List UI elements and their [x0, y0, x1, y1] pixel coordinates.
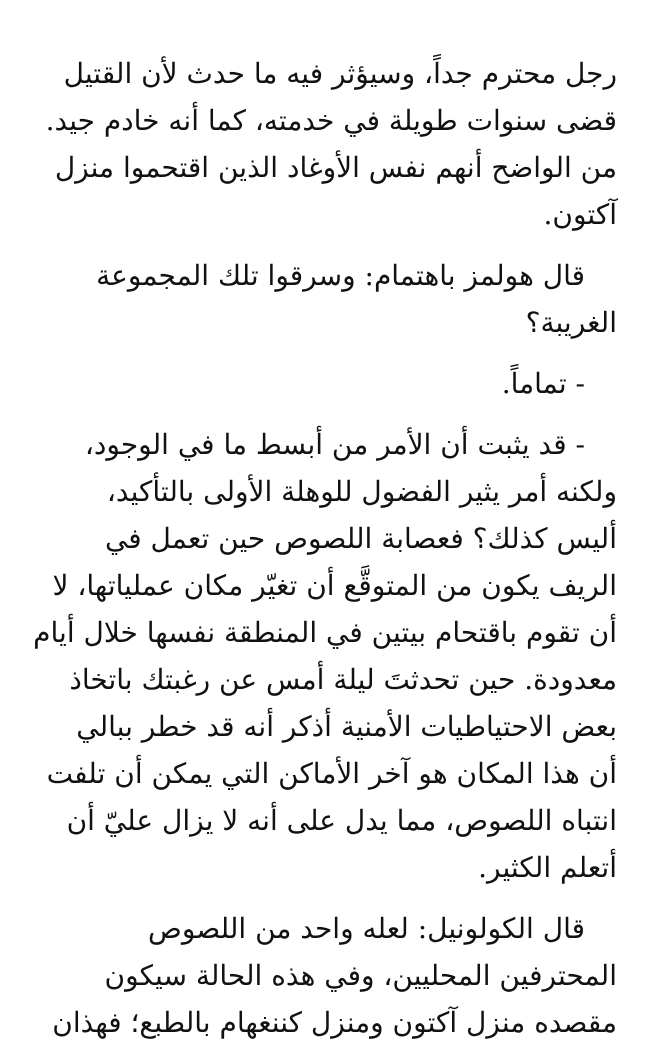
paragraph — [45, 50, 617, 238]
text-line: من الواضح أنهم نفس الأوغاد الذين اقتحموا منزل — [54, 151, 617, 184]
text-line: آكتون. — [543, 198, 617, 231]
text-line: أتعلم الكثير. — [478, 851, 617, 884]
text-line: قال هولمز باهتمام: وسرقوا تلك المجموعة — [96, 259, 585, 292]
text-line: معدودة. حين تحدثتَ ليلة أمس عن رغبتك باتخاذ — [69, 663, 617, 696]
text-line: بعض الاحتياطيات الأمنية أذكر أنه قد خطر ببالي — [76, 710, 617, 743]
text-line: المحترفين المحليين، وفي هذه الحالة سيكون — [104, 959, 617, 992]
book-page-text — [33, 50, 617, 1060]
text-line: أليس كذلك؟ فعصابة اللصوص حين تعمل في — [104, 522, 617, 555]
paragraph — [62, 252, 617, 346]
text-line: - تماماً. — [501, 367, 585, 400]
paragraph — [33, 421, 617, 891]
text-line: أن هذا المكان هو آخر الأماكن التي يمكن أن تلفت — [46, 757, 617, 790]
paragraph — [52, 905, 617, 1046]
text-line: رجل محترم جداً، وسيؤثر فيه ما حدث لأن القتيل — [63, 57, 617, 90]
text-line: قال الكولونيل: لعله واحد من اللصوص — [148, 912, 585, 945]
text-line: مقصده منزل آكتون ومنزل كننغهام بالطبع؛ فهذان — [52, 1006, 617, 1039]
text-line: ولكنه أمر يثير الفضول للوهلة الأولى بالتأكيد، — [106, 475, 617, 508]
text-line: قضى سنوات طويلة في خدمته، كما أنه خادم جيد. — [45, 104, 617, 137]
paragraph — [62, 360, 617, 407]
text-line: انتباه اللصوص، مما يدل على أنه لا يزال عليّ أن — [66, 804, 617, 837]
text-line: الغريبة؟ — [525, 306, 617, 339]
text-line: أن تقوم باقتحام بيتين في المنطقة نفسها خلال أيام — [33, 616, 617, 649]
text-line: الريف يكون من المتوقَّع أن تغيّر مكان عملياتها، لا — [52, 569, 617, 602]
text-line: - قد يثبت أن الأمر من أبسط ما في الوجود، — [84, 428, 585, 461]
